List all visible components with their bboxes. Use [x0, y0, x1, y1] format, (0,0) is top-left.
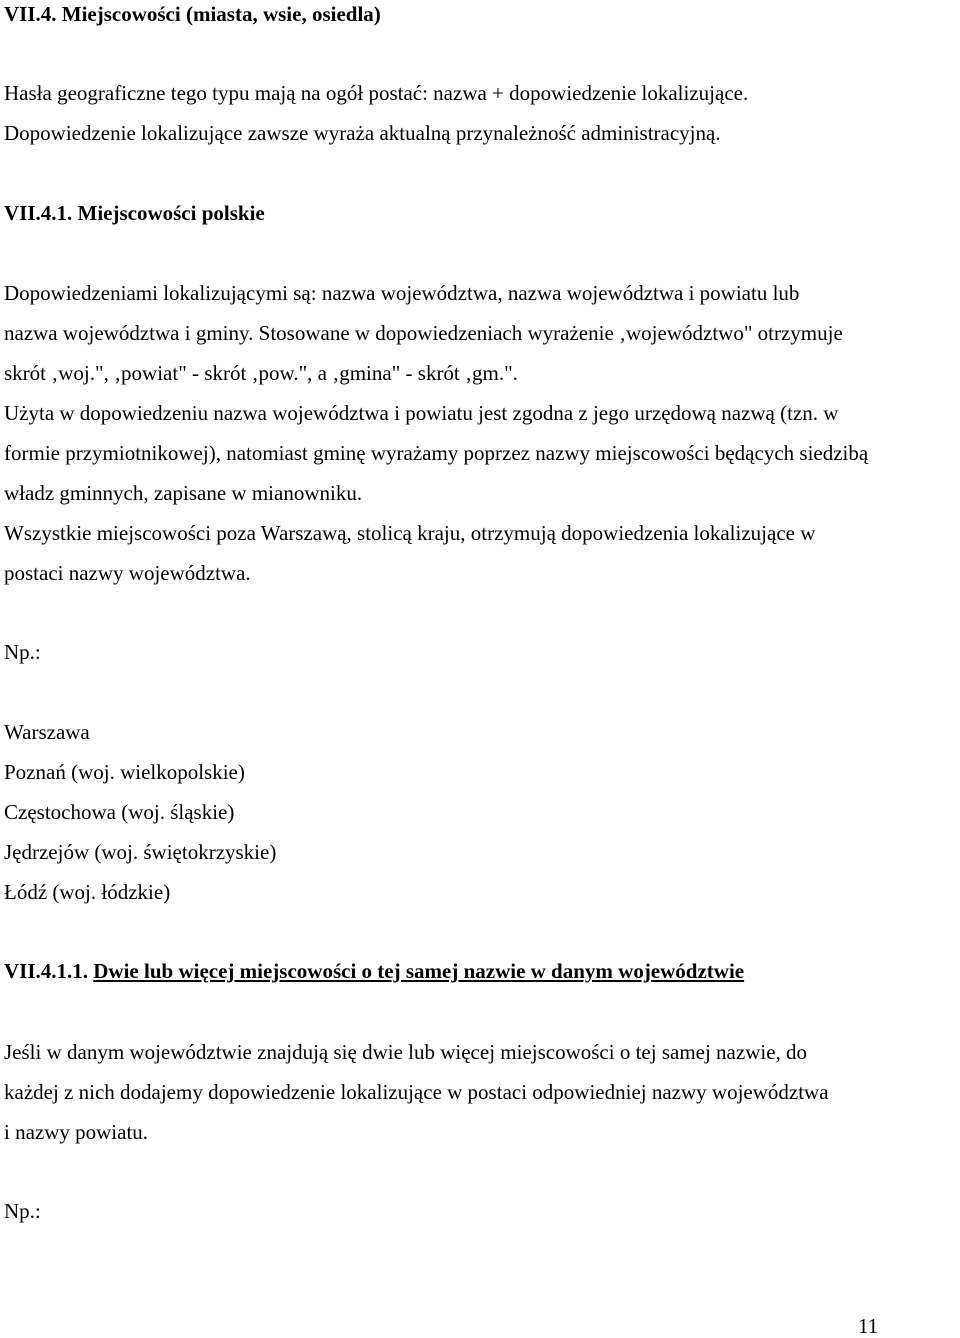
page-number: 11 — [858, 1314, 879, 1338]
example-item: Warszawa — [4, 720, 90, 744]
paragraph-line: Jeśli w danym województwie znajdują się dwie lub więcej miejscowości o tej samej nazwie, do — [4, 1040, 808, 1064]
paragraph-line: Użyta w dopowiedzeniu nazwa województwa i powiatu jest zgodna z jego urzędową nazwą (tzn. w — [4, 401, 839, 425]
paragraph-line: Dopowiedzeniami lokalizującymi są: nazwa województwa, nazwa województwa i powiatu lub — [4, 281, 800, 305]
paragraph-line: formie przymiotnikowej), natomiast gminę wyrażamy poprzez nazwy miejscowości będących siedzibą — [4, 441, 869, 465]
section-heading: VII.4. Miejscowości (miasta, wsie, osiedla) — [4, 2, 381, 26]
paragraph-line: Wszystkie miejscowości poza Warszawą, stolicą kraju, otrzymują dopowiedzenia lokalizujące w — [4, 521, 816, 545]
example-label: Np.: — [4, 1199, 41, 1223]
example-item: Jędrzejów (woj. świętokrzyskie) — [4, 840, 277, 864]
example-item: Poznań (woj. wielkopolskie) — [4, 760, 245, 784]
paragraph-line: władz gminnych, zapisane w mianowniku. — [4, 481, 363, 505]
paragraph-line: Dopowiedzenie lokalizujące zawsze wyraża aktualną przynależność administracyjną. — [4, 121, 721, 145]
example-item: Łódź (woj. łódzkie) — [4, 880, 171, 904]
example-item: Częstochowa (woj. śląskie) — [4, 800, 235, 824]
paragraph-line: każdej z nich dodajemy dopowiedzenie lokalizujące w postaci odpowiedniej nazwy województwa — [4, 1080, 829, 1104]
subsubsection-heading — [4, 959, 744, 983]
paragraph-line: i nazwy powiatu. — [4, 1120, 149, 1144]
paragraph-line: nazwa województwa i gminy. Stosowane w dopowiedzeniach wyrażenie ‚województwo" otrzymuje — [4, 321, 843, 345]
subsection-heading: VII.4.1. Miejscowości polskie — [4, 201, 265, 225]
subsubsection-number: VII.4.1.1. — [4, 959, 94, 983]
paragraph-line: skrót ‚woj.", ‚powiat" - skrót ‚pow.", a ‚gmina" - skrót ‚gm.". — [4, 361, 518, 385]
subsubsection-title: Dwie lub więcej miejscowości o tej samej nazwie w danym województwie — [93, 959, 745, 983]
paragraph-line: Hasła geograficzne tego typu mają na ogół postać: nazwa + dopowiedzenie lokalizujące. — [4, 81, 749, 105]
paragraph-line: postaci nazwy województwa. — [4, 561, 251, 585]
example-label: Np.: — [4, 640, 41, 664]
